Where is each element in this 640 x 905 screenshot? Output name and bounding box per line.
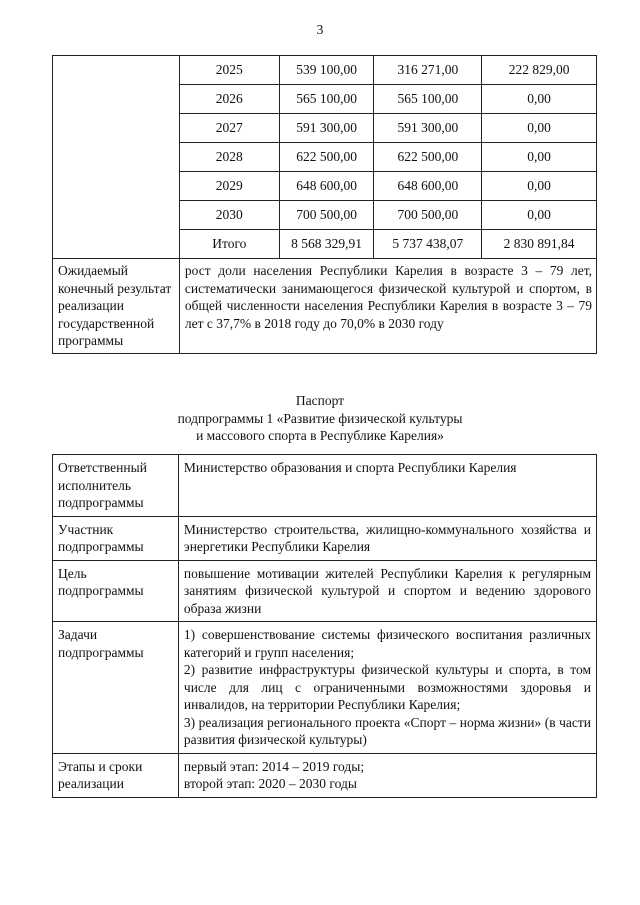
federal-cell: 0,00 [482, 114, 597, 143]
finance-table [52, 55, 597, 354]
regional-cell: 5 737 438,07 [374, 230, 482, 259]
title-line-2: подпрограммы 1 «Развитие физической культуры [177, 410, 463, 426]
participant-text: Министерство строительства, жилищно-коммунального хозяйства и энергетики Республики Карелия [178, 516, 596, 560]
stages-label: Этапы и сроки реализации [53, 753, 179, 797]
federal-cell: 0,00 [482, 143, 597, 172]
regional-cell: 700 500,00 [374, 201, 482, 230]
subprogram-title [0, 392, 640, 445]
finance-row [53, 56, 597, 85]
year-cell: 2030 [179, 201, 279, 230]
regional-cell: 565 100,00 [374, 85, 482, 114]
goal-row [53, 560, 597, 622]
total-cell: 648 600,00 [279, 172, 374, 201]
regional-cell: 622 500,00 [374, 143, 482, 172]
participant-row [53, 516, 597, 560]
tasks-label: Задачи подпрограммы [53, 622, 179, 754]
responsible-row [53, 455, 597, 517]
year-cell: Итого [179, 230, 279, 259]
federal-cell: 222 829,00 [482, 56, 597, 85]
task-item: 2) развитие инфраструктуры физической культуры и спорта, в том числе для лиц с ограниченными возможностями здоровья и инвалидов, на территории Республики Карелия; [183, 662, 591, 712]
tasks-row [53, 622, 597, 754]
year-cell: 2027 [179, 114, 279, 143]
total-cell: 539 100,00 [279, 56, 374, 85]
federal-cell: 0,00 [482, 85, 597, 114]
task-item: 3) реализация регионального проекта «Спорт – норма жизни» (в части развития физической культуры) [183, 714, 591, 747]
stages-row [53, 753, 597, 797]
year-cell: 2028 [179, 143, 279, 172]
expected-result-label: Ожидаемый конечный результат реализации государственной программы [53, 259, 180, 354]
regional-cell: 591 300,00 [374, 114, 482, 143]
finance-empty-cell [53, 56, 180, 259]
title-line-3: и массового спорта в Республике Карелия» [196, 428, 444, 443]
goal-text: повышение мотивации жителей Республики Карелия к регулярным занятиям физической культурой и спортом и ведению здорового образа жизни [178, 560, 596, 622]
total-cell: 565 100,00 [279, 85, 374, 114]
year-cell: 2026 [179, 85, 279, 114]
federal-cell: 0,00 [482, 172, 597, 201]
regional-cell: 316 271,00 [374, 56, 482, 85]
participant-label: Участник подпрограммы [53, 516, 179, 560]
task-item: 1) совершенствование системы физического воспитания различных категорий и групп населения; [183, 627, 591, 660]
expected-result-row [53, 259, 597, 354]
year-cell: 2029 [179, 172, 279, 201]
responsible-label: Ответственный исполнитель подпрограммы [53, 455, 179, 517]
federal-cell: 0,00 [482, 201, 597, 230]
title-line-1: Паспорт [295, 393, 345, 408]
page-number: 3 [316, 22, 324, 37]
tasks-text [178, 622, 596, 754]
total-cell: 591 300,00 [279, 114, 374, 143]
goal-label: Цель подпрограммы [53, 560, 179, 622]
stage-line: второй этап: 2020 – 2030 годы [183, 776, 357, 791]
total-cell: 622 500,00 [279, 143, 374, 172]
federal-cell: 2 830 891,84 [482, 230, 597, 259]
regional-cell: 648 600,00 [374, 172, 482, 201]
total-cell: 700 500,00 [279, 201, 374, 230]
responsible-text: Министерство образования и спорта Республики Карелия [178, 455, 596, 517]
stage-line: первый этап: 2014 – 2019 годы; [183, 758, 365, 774]
passport-table [52, 454, 597, 798]
stages-text [178, 753, 596, 797]
total-cell: 8 568 329,91 [279, 230, 374, 259]
year-cell: 2025 [179, 56, 279, 85]
expected-result-text: рост доли населения Республики Карелия в возрасте 3 – 79 лет, систематически занимающегося физической культурой и спортом, в общей численности населения Республики Карелия в возрасте 3 – 79 лет с 37,7% в 2018 году до 70,0% в 2030 году [179, 259, 596, 354]
